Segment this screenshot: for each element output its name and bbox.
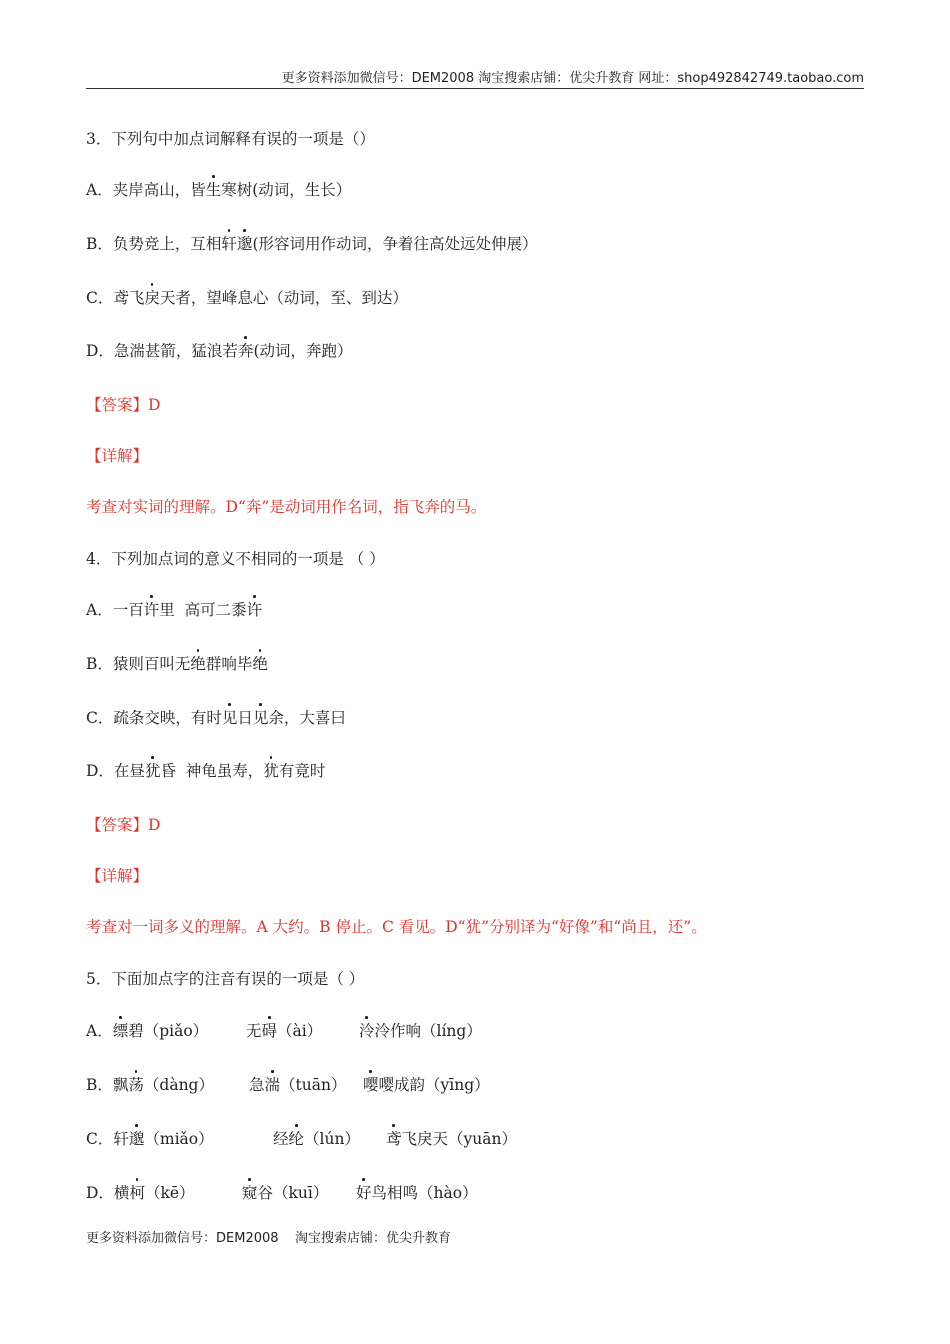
q3-option-b (86, 234, 538, 254)
q4-detail-text: 考查对一词多义的理解。A 大约。B 停止。C 看见。D“犹”分别译为“好像”和“尚且，还”。 (86, 918, 707, 936)
q3-option-c (86, 288, 408, 308)
q3-d-dotted-char: 奔 (237, 342, 254, 360)
q4-d-dotted-char-2: 犹 (263, 762, 279, 780)
q5-b-1-pinyin: （dàng） (143, 1076, 214, 1094)
q5-c-2-pinyin: （lún） (304, 1130, 360, 1148)
q5-b-2-pinyin: （tuān） (280, 1076, 347, 1094)
q5-b-3-dotted-char: 嘤 (363, 1076, 379, 1094)
q4-b-dotted-char-2: 绝 (252, 655, 268, 673)
q4-option-c (86, 708, 346, 728)
q3-b-text: B．负势竞上，互相 (86, 235, 222, 253)
q5-c-item-1 (86, 1129, 214, 1149)
answer-tag: 【答案】 (86, 396, 149, 414)
q5-a-item-2 (246, 1021, 322, 1041)
q5-b-item-2 (249, 1075, 346, 1095)
q5-d-1-dotted-char: 柯 (129, 1184, 145, 1202)
q4-d-dotted-char-1: 犹 (144, 762, 161, 780)
q4-answer (86, 815, 160, 835)
q4-b-text: B．猿则百叫无 (86, 655, 191, 673)
q5-a-1-pinyin: 碧（piǎo） (128, 1022, 209, 1040)
q5-b-2-pre: 急 (249, 1076, 265, 1094)
answer-value: D (148, 816, 161, 834)
q5-d-2-pinyin: 谷（kuī） (257, 1184, 329, 1202)
answer-tag: 【答案】 (86, 816, 149, 834)
q5-c-3-pinyin: 飞戾天（yuān） (401, 1130, 517, 1148)
q3-detail-text: 考查对实词的理解。D“奔”是动词用作名词，指飞奔的马。 (86, 498, 487, 516)
q5-d-3-pinyin: 鸟相鸣（hào） (371, 1184, 478, 1202)
q5-d-2-dotted-char: 窥 (242, 1184, 258, 1202)
q5-b-3-pinyin: 嘤成韵（yīng） (378, 1076, 490, 1094)
q4-c-text: C．疏条交映，有时 (86, 709, 222, 727)
q5-d-item-2 (242, 1183, 328, 1203)
q4-stem: 4．下列加点词的意义不相同的一项是 （ ） (86, 550, 385, 568)
q4-b-dotted-char-1: 绝 (190, 655, 206, 673)
q5-c-1-dotted-char: 邈 (128, 1130, 145, 1148)
q5-d-item-3 (356, 1183, 478, 1203)
q3-d-text: D．急湍甚箭，猛浪若 (86, 342, 238, 360)
q5-d-1-pre: D．横 (86, 1184, 130, 1202)
q4-a-dotted-char-2: 许 (246, 601, 263, 619)
q3-c-text-end: 天者，望峰息心（动词，至、到达） (159, 289, 408, 307)
q5-stem: 5．下面加点字的注音有误的一项是（ ） (86, 970, 365, 988)
q3-option-a (86, 180, 351, 200)
q4-option-b (86, 654, 268, 674)
q5-a-3-pinyin: 泠作响（líng） (374, 1022, 482, 1040)
q3-a-text-end: 寒树(动词，生长） (221, 181, 352, 199)
q5-d-3-dotted-char: 好 (356, 1184, 372, 1202)
q5-a-1-pre: A． (86, 1022, 113, 1040)
q3-detail-tag: 【详解】 (86, 447, 149, 465)
page-footer: 更多资料添加微信号：DEM2008 淘宝搜索店铺：优尖升教育 (86, 1231, 452, 1246)
q4-c-dotted-char-2: 见 (252, 709, 269, 727)
q3-a-dotted-char: 生 (205, 181, 222, 199)
q5-b-item-3 (363, 1075, 490, 1095)
page-header: 更多资料添加微信号：DEM2008 淘宝搜索店铺：优尖升教育 网址：shop492842749.taobao.com (86, 67, 864, 89)
q5-b-1-pre: B．飘 (86, 1076, 129, 1094)
q5-a-3-dotted-char: 泠 (359, 1022, 375, 1040)
q3-c-dotted-char: 戾 (144, 289, 160, 307)
q4-option-a (86, 600, 262, 620)
q5-c-3-dotted-char: 鸢 (386, 1130, 402, 1148)
q4-a-text-mid: 里 高可二黍 (159, 601, 247, 619)
q3-b-text-end: (形容词用作动词，争着往高处远处伸展） (252, 235, 538, 253)
q4-detail-tag: 【详解】 (86, 867, 149, 885)
q5-a-item-1 (86, 1021, 208, 1041)
q3-d-text-end: (动词，奔跑） (253, 342, 353, 360)
q5-c-2-dotted-char: 纶 (288, 1130, 305, 1148)
q5-a-2-dotted-char: 碍 (261, 1022, 278, 1040)
q3-option-d (86, 341, 353, 361)
q4-a-dotted-char-1: 许 (143, 601, 160, 619)
q5-c-item-3 (386, 1129, 517, 1149)
q5-c-2-pre: 经 (273, 1130, 289, 1148)
answer-value: D (148, 396, 161, 414)
q5-b-item-1 (86, 1075, 214, 1095)
q5-b-1-dotted-char: 荡 (128, 1076, 144, 1094)
q4-c-text-end: 余，大喜曰 (268, 709, 346, 727)
q3-c-text: C．鸢飞 (86, 289, 145, 307)
q5-a-1-dotted-char: 缥 (112, 1022, 129, 1040)
q3-stem: 3．下列句中加点词解释有误的一项是（） (86, 130, 375, 148)
q5-d-item-1 (86, 1183, 195, 1203)
q4-d-text-mid: 昏 神龟虽寿， (160, 762, 264, 780)
q4-d-text: D．在昼 (86, 762, 145, 780)
q4-d-text-end: 有竟时 (278, 762, 326, 780)
q4-option-d (86, 761, 325, 781)
q5-c-1-pre: C．轩 (86, 1130, 129, 1148)
q3-b-dotted-char-2: 邈 (236, 235, 253, 253)
q5-d-1-pinyin: （kē） (144, 1184, 195, 1202)
q4-b-text-mid: 群响毕 (205, 655, 253, 673)
q3-answer (86, 395, 160, 415)
q3-b-dotted-char-1: 轩 (221, 235, 237, 253)
q4-c-dotted-char-1: 见 (221, 709, 238, 727)
q5-c-item-2 (273, 1129, 360, 1149)
q5-b-2-dotted-char: 湍 (264, 1076, 281, 1094)
q4-c-text-mid: 日 (237, 709, 253, 727)
q5-a-2-pinyin: （ài） (277, 1022, 323, 1040)
q4-a-text: A．一百 (86, 601, 144, 619)
q3-a-text: A．夹岸高山，皆 (86, 181, 206, 199)
q5-a-item-3 (359, 1021, 482, 1041)
q5-c-1-pinyin: （miǎo） (144, 1130, 214, 1148)
q5-a-2-pre: 无 (246, 1022, 262, 1040)
